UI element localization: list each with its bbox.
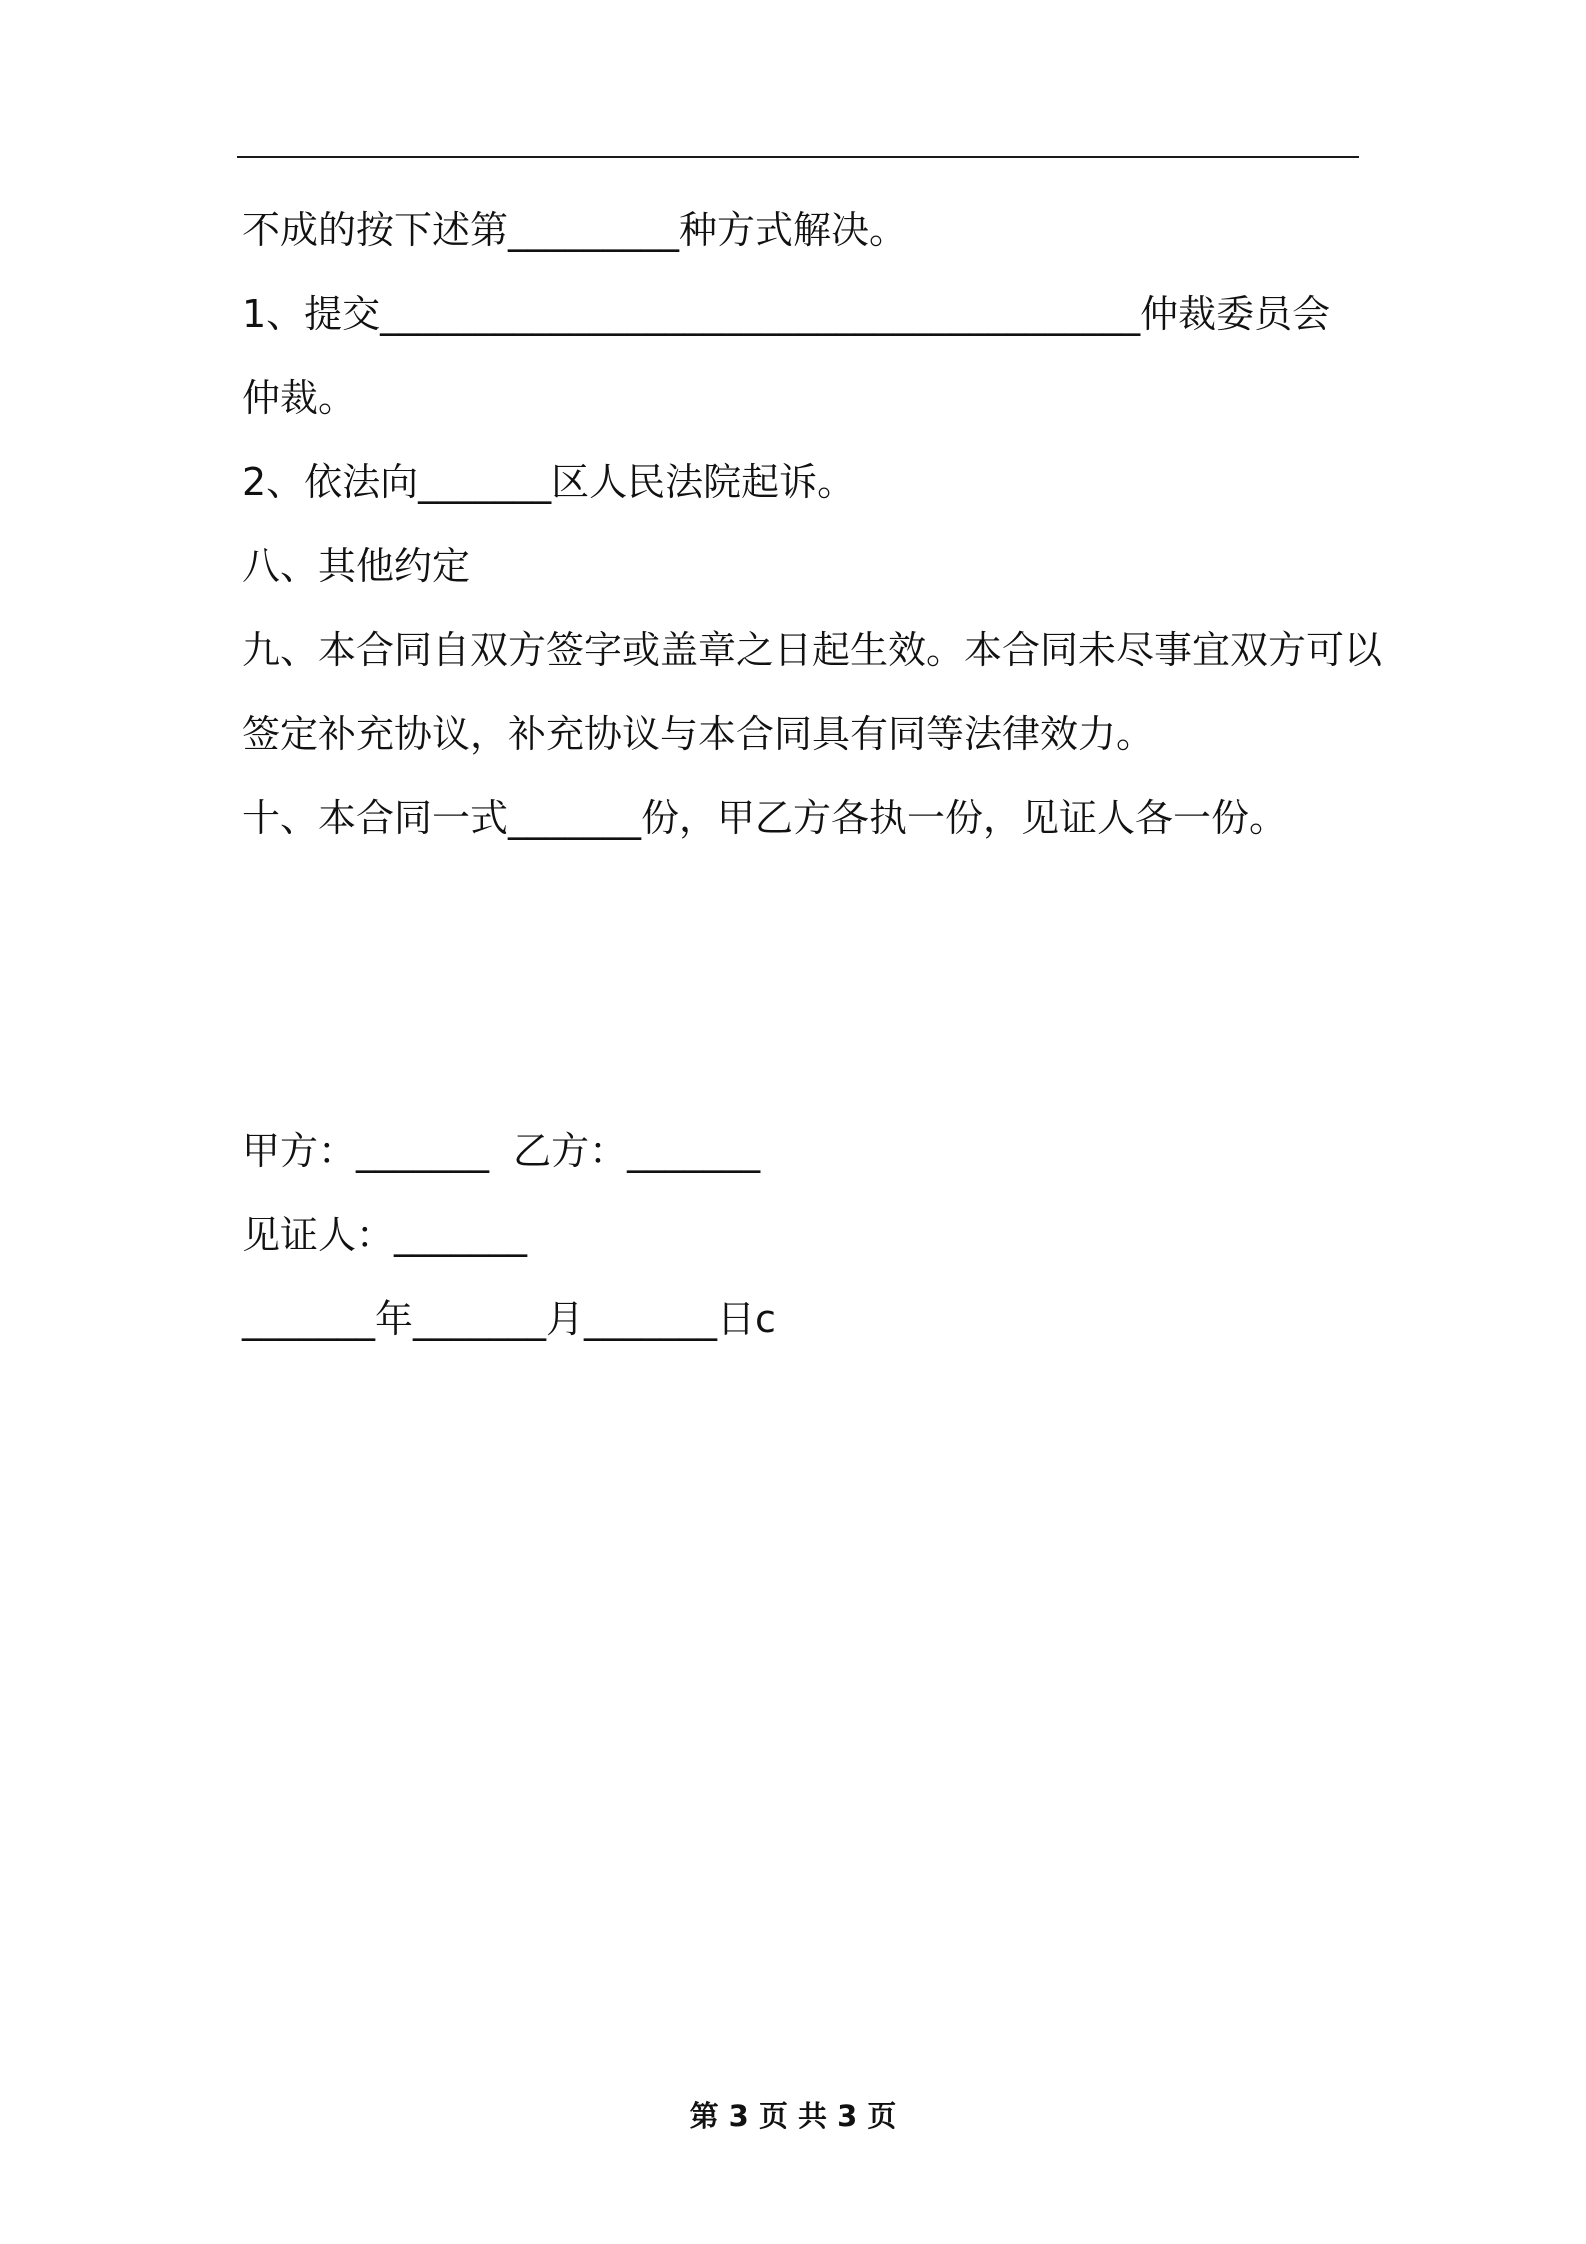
text-line-copies: 十、本合同一式_______份，甲乙方各执一份，见证人各一份。	[242, 796, 1288, 840]
text-line-effective-cont: 签定补充协议，补充协议与本合同具有同等法律效力。	[242, 712, 1155, 756]
text-line-arbitration-cont: 仲裁。	[242, 376, 357, 420]
text-line-court: 2、依法向_______区人民法院起诉。	[242, 460, 856, 504]
signature-witness: 见证人：_______	[242, 1213, 528, 1257]
text-line-other-terms: 八、其他约定	[242, 544, 471, 588]
text-line-effective: 九、本合同自双方签字或盖章之日起生效。本合同未尽事宜双方可以	[242, 628, 1383, 672]
text-line-dispute-method: 不成的按下述第_________种方式解决。	[242, 208, 908, 252]
text-line-arbitration: 1、提交________________________________________仲裁委员会	[242, 292, 1331, 336]
signature-date: _______年_______月_______日c	[242, 1297, 776, 1341]
signature-parties: 甲方：_______ 乙方：_______	[242, 1129, 761, 1173]
header-rule	[237, 156, 1359, 158]
page-number: 第 3 页 共 3 页	[689, 2099, 897, 2133]
